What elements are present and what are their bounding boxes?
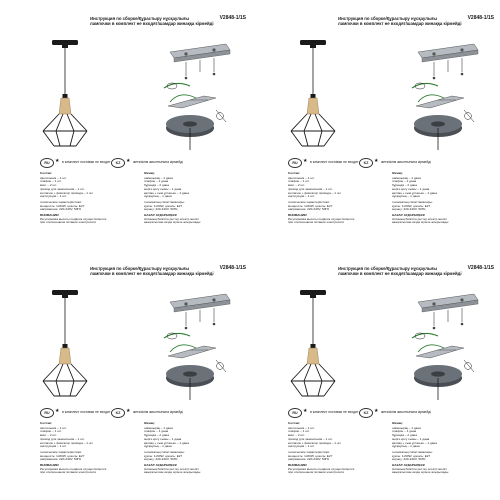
kz-line: қалпақ + сым ұстағыш – 1 дана [392,190,437,195]
ru-tech-voltage: напряжение: 220-240V, 50Hz [40,457,82,462]
ru-warning-text: Регулировка высоты подвеса осуществляется [288,216,355,221]
ru-line: плафон – 1 шт. [40,179,62,184]
kz-tech-voltage: кернеу: 220-240V, 50Hz [144,457,178,462]
kz-contents-title: Жинақ: [144,171,155,175]
instruction-card [252,4,498,250]
ru-line: инструкция – 1 шт. [288,194,315,199]
kz-line: нұсқаулық – 1 дана [392,194,420,199]
card-title [90,16,250,26]
instruction-card [4,254,250,500]
ru-line: светильник – 1 шт. [40,175,67,180]
ru-notice: в комплект поставки не входит [310,160,359,164]
ru-tech-title: технические характеристики: [288,199,330,204]
ru-contents [40,422,144,475]
ru-line: провод для заземления – 1 шт. [40,186,85,191]
ru-warning-text: при отключенном питании электросети [288,220,345,225]
title-text: Инструкция по сборке/Құрастыру нұсқаулығы [90,16,190,21]
kz-line: қалпақ + сым ұстағыш – 1 дана [144,190,189,195]
ru-warning-title: ВНИМАНИЕ! [288,213,308,218]
ru-badge: RU [40,158,54,168]
ru-line: колпачок + фиксатор провода – 1 шт. [40,190,94,195]
kz-tech-title: техникалық сипаттамалары: [144,449,185,454]
kz-line: нұсқаулық – 1 дана [144,444,172,449]
screw-icon [434,308,462,326]
title-text: Инструкция по сборке/Құрастыру нұсқаулығы [338,266,438,271]
kz-notice: жеткізілім жиынтығына кірмейді [381,410,431,414]
ceiling-bracket-icon [418,44,478,62]
ru-line: винт – 2 шт. [40,433,57,438]
star-icon: ★ [303,408,308,414]
ru-line: инструкция – 1 шт. [40,444,67,449]
kz-tech-power: қуаты: 1x60W, цоколь: E27 [392,453,431,458]
card-title [338,16,498,26]
ru-line: колпачок + фиксатор провода – 1 шт. [288,440,342,445]
kz-tech-voltage: кернеу: 220-240V, 50Hz [392,207,426,212]
ru-tech-title: технические характеристики: [40,199,82,204]
kz-line: жерге қосу сымы – 1 дана [144,186,182,191]
notice-row [288,408,498,418]
kz-tech-power: қуаты: 1x60W, цоколь: E27 [392,203,431,208]
mounting-diagram [404,42,482,154]
ceiling-bracket-icon [170,294,230,312]
kz-contents [144,422,248,475]
kz-tech-voltage: кернеу: 220-240V, 50Hz [144,207,178,212]
bulbs-note: лампочки в комплект не входят/шамдар жинаққа кірмейді [338,271,462,276]
kz-line: плафон – 1 дана [144,179,169,184]
ru-warning-text: Регулировка высоты подвеса осуществляется [40,466,107,471]
ru-line: винт – 2 шт. [288,183,305,188]
ru-line: инструкция – 1 шт. [40,194,67,199]
screw-icon [186,308,214,326]
kz-badge: KZ [111,408,125,418]
ru-line: колпачок + фиксатор провода – 1 шт. [40,440,94,445]
kz-line: плафон – 1 дана [392,429,417,434]
kz-warning-text: ажыратылған кезде жүзеге асырылады [144,220,201,225]
kz-notice: жеткізілім жиынтығына кірмейді [133,160,183,164]
star-icon: ★ [55,408,60,414]
ru-line: плафон – 1 шт. [40,429,62,434]
title-text: Инструкция по сборке/Құрастыру нұсқаулығы [90,266,190,271]
ru-notice: в комплект поставки не входит [62,410,111,414]
ru-line: инструкция – 1 шт. [288,444,315,449]
kz-contents [392,422,496,475]
bulbs-note: лампочки в комплект не входят/шамдар жинаққа кірмейді [90,21,214,26]
model-code: V2848-1/1S [467,15,494,21]
ru-tech-power: мощность: 1x60W, цоколь: E27 [288,453,333,458]
kz-warning-text: ажыратылған кезде жүзеге асырылады [392,220,449,225]
ru-tech-voltage: напряжение: 220-240V, 50Hz [40,207,82,212]
ru-line: светильник – 1 шт. [40,425,67,430]
kz-line: бұранда – 2 дана [144,183,169,188]
kz-badge: KZ [111,158,125,168]
bulbs-note: лампочки в комплект не входят/шамдар жинаққа кірмейді [90,271,214,276]
kz-contents [144,172,248,225]
kz-tech-power: қуаты: 1x60W, цоколь: E27 [144,203,183,208]
ru-tech-voltage: напряжение: 220-240V, 50Hz [288,207,330,212]
instruction-card [4,4,250,250]
kz-badge: KZ [359,408,373,418]
ru-tech-power: мощность: 1x60W, цоколь: E27 [40,453,85,458]
kz-line: жерге қосу сымы – 1 дана [392,186,430,191]
ru-warning-title: ВНИМАНИЕ! [40,213,60,218]
ru-warning-title: ВНИМАНИЕ! [40,463,60,468]
kz-line: бұранда – 2 дана [392,183,417,188]
ru-contents-title: Состав: [40,171,52,175]
kz-warning-text: ажыратылған кезде жүзеге асырылады [392,470,449,475]
ru-line: провод для заземления – 1 шт. [40,436,85,441]
kz-line: плафон – 1 дана [392,179,417,184]
kz-line: бұранда – 2 дана [144,433,169,438]
notice-row [40,408,250,418]
kz-contents-title: Жинақ: [392,421,403,425]
kz-line: шамшырақ – 1 дана [392,175,421,180]
instruction-card [252,254,498,500]
ru-badge: RU [288,158,302,168]
ru-tech-power: мощность: 1x60W, цоколь: E27 [288,203,333,208]
ceiling-bracket-icon [418,294,478,312]
ru-warning-text: Регулировка высоты подвеса осуществляется [40,216,107,221]
model-code: V2848-1/1S [219,15,246,21]
ru-tech-title: технические характеристики: [288,449,330,454]
kz-warning-text: ажыратылған кезде жүзеге асырылады [144,470,201,475]
kz-line: шамшырақ – 1 дана [392,425,421,430]
kz-warning-title: НАЗАР АУДАРЫҢЫЗ! [144,463,178,468]
ru-line: плафон – 1 шт. [288,429,310,434]
kz-tech-power: қуаты: 1x60W, цоколь: E27 [144,453,183,458]
notice-row [288,158,498,168]
kz-contents-title: Жинақ: [144,421,155,425]
ru-line: светильник – 1 шт. [288,425,315,430]
ru-warning-title: ВНИМАНИЕ! [288,463,308,468]
ru-tech-power: мощность: 1x60W, цоколь: E27 [40,203,85,208]
screw-icon [434,58,462,76]
ru-notice: в комплект поставки не входит [62,160,111,164]
kz-badge: KZ [359,158,373,168]
kz-contents [392,172,496,225]
kz-line: шамшырақ – 1 дана [144,425,173,430]
kz-contents-title: Жинақ: [392,171,403,175]
mounting-diagram [156,42,234,154]
model-code: V2848-1/1S [467,265,494,271]
kz-tech-title: техникалық сипаттамалары: [392,449,433,454]
pendant-lamp-icon [30,278,100,403]
kz-line: жерге қосу сымы – 1 дана [392,436,430,441]
screw-icon [186,58,214,76]
kz-warning-title: НАЗАР АУДАРЫҢЫЗ! [144,213,178,218]
kz-line: плафон – 1 дана [144,429,169,434]
star-icon: ★ [374,158,379,164]
card-title [338,266,498,276]
pendant-lamp-icon [278,278,348,403]
star-icon: ★ [55,158,60,164]
kz-tech-title: техникалық сипаттамалары: [144,199,185,204]
model-code: V2848-1/1S [219,265,246,271]
star-icon: ★ [374,408,379,414]
ru-warning-text: при отключенном питании электросети [40,220,97,225]
notice-row [40,158,250,168]
pendant-lamp-icon [30,28,100,153]
kz-line: қалпақ + сым ұстағыш – 1 дана [144,440,189,445]
ceiling-bracket-icon [170,44,230,62]
ru-line: винт – 2 шт. [40,183,57,188]
bulbs-note: лампочки в комплект не входят/шамдар жинаққа кірмейді [338,21,462,26]
kz-warning-text: Аспаның биіктігін реттеу электр желісі [144,216,199,221]
kz-warning-title: НАЗАР АУДАРЫҢЫЗ! [392,463,426,468]
ru-tech-title: технические характеристики: [40,449,82,454]
kz-tech-title: техникалық сипаттамалары: [392,199,433,204]
ru-contents [288,422,392,475]
kz-tech-voltage: кернеу: 220-240V, 50Hz [392,457,426,462]
ru-badge: RU [288,408,302,418]
mounting-diagram [156,292,234,404]
ru-contents-title: Состав: [288,421,300,425]
kz-line: бұранда – 2 дана [392,433,417,438]
ru-line: плафон – 1 шт. [288,179,310,184]
star-icon: ★ [126,408,131,414]
star-icon: ★ [126,158,131,164]
kz-line: қалпақ + сым ұстағыш – 1 дана [392,440,437,445]
ru-contents-title: Состав: [288,171,300,175]
ru-warning-text: при отключенном питании электросети [288,470,345,475]
card-title [90,266,250,276]
kz-warning-text: Аспаның биіктігін реттеу электр желісі [392,466,447,471]
kz-warning-title: НАЗАР АУДАРЫҢЫЗ! [392,213,426,218]
ru-contents [288,172,392,225]
ru-contents [40,172,144,225]
ru-badge: RU [40,408,54,418]
pendant-lamp-icon [278,28,348,153]
mounting-diagram [404,292,482,404]
ru-notice: в комплект поставки не входит [310,410,359,414]
kz-line: нұсқаулық – 1 дана [144,194,172,199]
ru-contents-title: Состав: [40,421,52,425]
ru-line: колпачок + фиксатор провода – 1 шт. [288,190,342,195]
kz-line: жерге қосу сымы – 1 дана [144,436,182,441]
ru-line: провод для заземления – 1 шт. [288,186,333,191]
kz-line: нұсқаулық – 1 дана [392,444,420,449]
title-text: Инструкция по сборке/Құрастыру нұсқаулығы [338,16,438,21]
kz-warning-text: Аспаның биіктігін реттеу электр желісі [392,216,447,221]
ru-warning-text: Регулировка высоты подвеса осуществляется [288,466,355,471]
kz-warning-text: Аспаның биіктігін реттеу электр желісі [144,466,199,471]
kz-line: шамшырақ – 1 дана [144,175,173,180]
ru-warning-text: при отключенном питании электросети [40,470,97,475]
kz-notice: жеткізілім жиынтығына кірмейді [133,410,183,414]
ru-line: провод для заземления – 1 шт. [288,436,333,441]
ru-tech-voltage: напряжение: 220-240V, 50Hz [288,457,330,462]
ru-line: светильник – 1 шт. [288,175,315,180]
kz-notice: жеткізілім жиынтығына кірмейді [381,160,431,164]
ru-line: винт – 2 шт. [288,433,305,438]
star-icon: ★ [303,158,308,164]
